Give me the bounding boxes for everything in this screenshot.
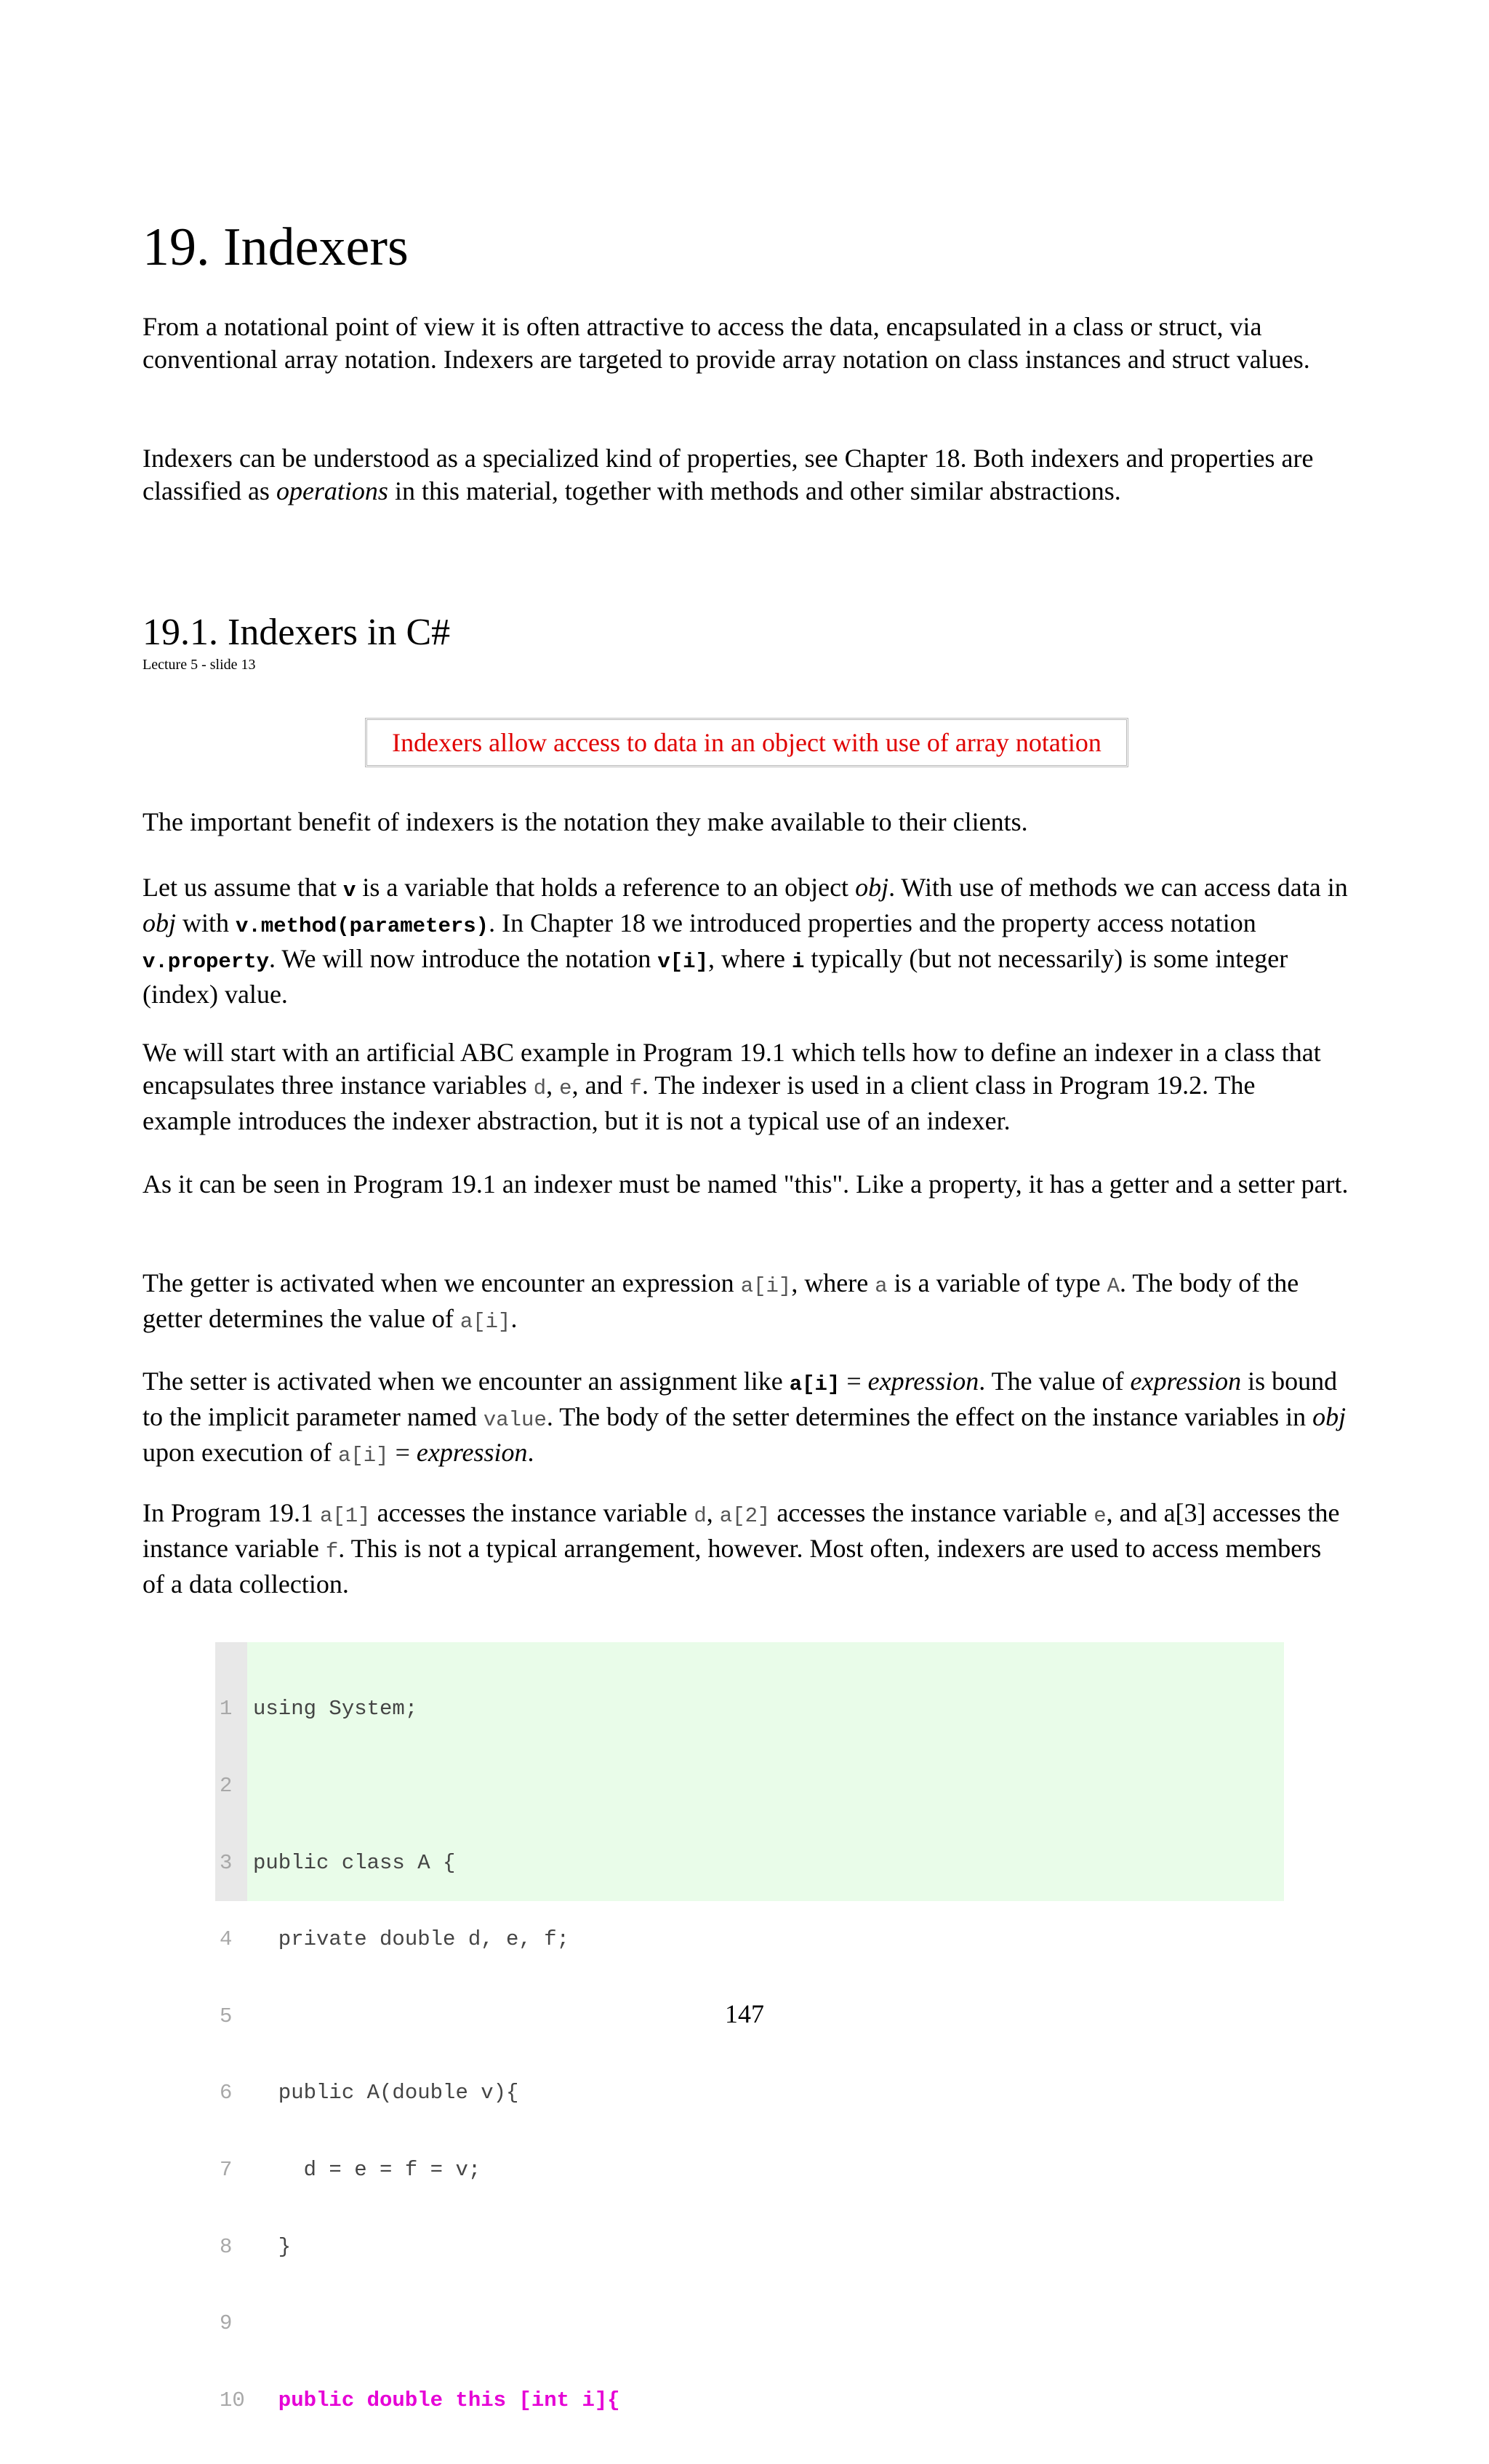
code-line: d = e = f = v; xyxy=(253,2157,481,2182)
slide-reference: Lecture 5 - slide 13 xyxy=(143,657,256,673)
callout-text: Indexers allow access to data in an object with use of array notation xyxy=(392,728,1101,757)
line-number: 5 xyxy=(220,2004,233,2028)
line-number: 3 xyxy=(220,1850,233,1875)
line-number: 8 xyxy=(220,2234,233,2259)
code-line: public A(double v){ xyxy=(253,2081,519,2105)
body-paragraph-getter: The getter is activated when we encounter an expression a[i], where a is a variable of type A. The body of the getter determines the value of a[i]. xyxy=(143,1268,1299,1334)
line-number: 2 xyxy=(220,1774,233,1798)
line-number: 9 xyxy=(220,2311,233,2336)
code-line: } xyxy=(253,2234,292,2259)
body-paragraph-notation: Let us assume that v is a variable that holds a reference to an object obj. With use of methods we can access data in obj with v.method(parameters). In Chapter 18 we introduced properties and the property access notation v.property. We will now introduce the notation v[i], where i typically (but not necessarily) is some integer (index) value. xyxy=(143,873,1348,1009)
intro-paragraph-1: From a notational point of view it is often attractive to access the data, encapsulated in a class or struct, via conventional array notation. Indexers are targeted to provide array notation on class instances and struct values. xyxy=(143,312,1310,374)
chapter-title: 19. Indexers xyxy=(143,217,409,277)
code-line-highlighted: public double this [int i]{ xyxy=(253,2388,620,2412)
line-number: 6 xyxy=(220,2081,233,2105)
body-paragraph-access: In Program 19.1 a[1] accesses the instance variable d, a[2] accesses the instance variable e, and a[3] accesses the instance variable f. This is not a typical arrangement, however. Most often, indexers are used to access members of a data collection. xyxy=(143,1498,1340,1599)
code-line xyxy=(253,2311,1284,2336)
emphasis-operations: operations xyxy=(276,476,388,505)
line-number: 10 xyxy=(220,2388,245,2412)
body-paragraph-example: We will start with an artificial ABC example in Program 19.1 which tells how to define an indexer in a class that encapsulates three instance variables d, e, and f. The indexer is used in a client class in Program 19.2. The example introduces the indexer abstraction, but it is not a typical use of an indexer. xyxy=(143,1038,1321,1135)
code-line xyxy=(253,1773,1284,1799)
callout-box xyxy=(365,718,1128,767)
body-paragraph-benefit: The important benefit of indexers is the notation they make available to their clients. xyxy=(143,807,1028,836)
line-number: 7 xyxy=(220,2157,233,2182)
body-paragraph-setter: The setter is activated when we encounter an assignment like a[i] = expression. The value of expression is bound to the implicit parameter named value. The body of the setter determines the effect on the instance variables in obj upon execution of a[i] = expression. xyxy=(143,1367,1346,1468)
code-line: public class A { xyxy=(253,1850,456,1875)
line-number: 1 xyxy=(220,1697,233,1721)
page-number: 147 xyxy=(725,1999,764,2028)
section-title: 19.1. Indexers in C# xyxy=(143,612,451,653)
code-line: private double d, e, f; xyxy=(253,1927,570,1952)
code-line: using System; xyxy=(253,1697,418,1721)
line-number: 4 xyxy=(220,1927,233,1952)
intro-paragraph-2: Indexers can be understood as a specialized kind of properties, see Chapter 18. Both indexers and properties are classified as operations in this material, together with methods and other similar abstractions. xyxy=(143,444,1314,505)
line-number-gutter xyxy=(215,1642,247,2412)
body-paragraph-this: As it can be seen in Program 19.1 an indexer must be named "this". Like a property, it has a getter and a setter part. xyxy=(143,1169,1349,1199)
